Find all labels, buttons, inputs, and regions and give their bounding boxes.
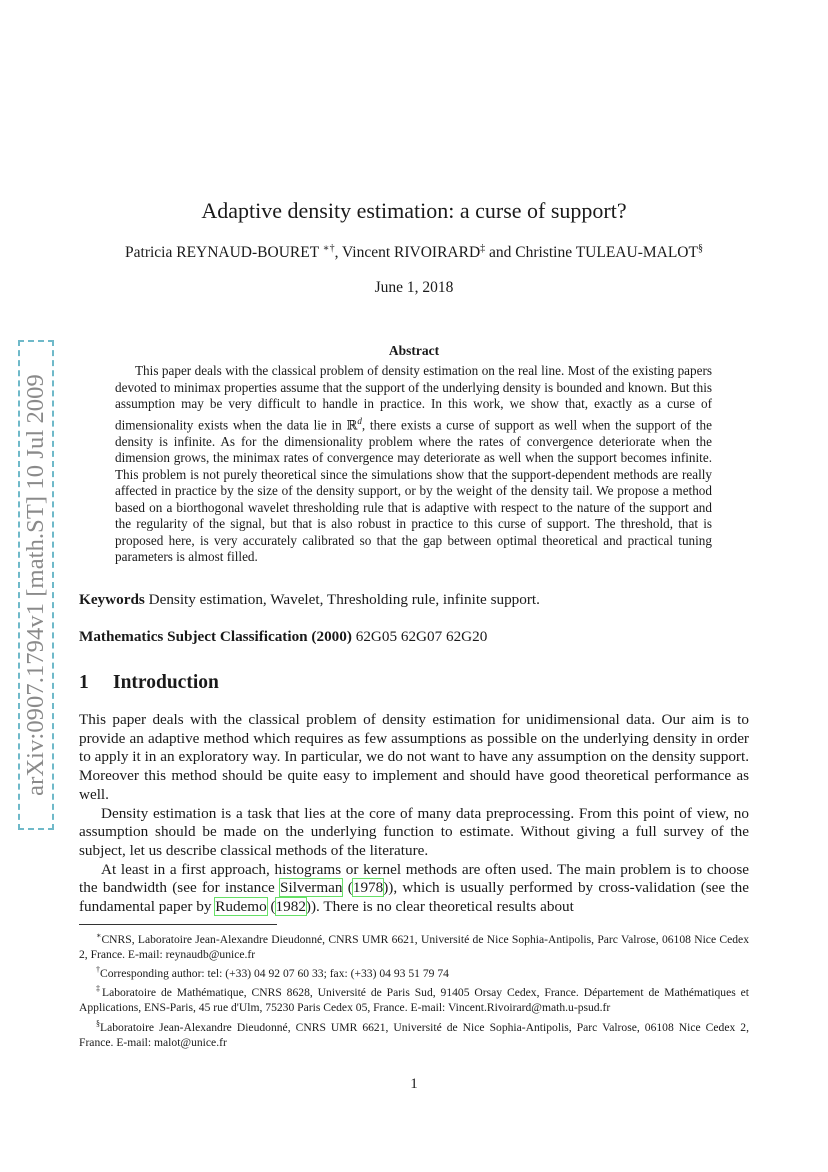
arxiv-identifier-text: arXiv:0907.1794v1 [math.ST] 10 Jul 2009: [22, 374, 49, 796]
footnote-text: CNRS, Laboratoire Jean-Alexandre Dieudonné, CNRS UMR 6621, Université de Nice Sophia-Antipolis, Parc Valrose, 06108 Nice Cedex 2, France. E-mail: reynaudb@unice.fr: [79, 932, 749, 962]
intro-text: At least in a first approach, histograms or kernel methods are often used. The main problem is to choose the bandwidth (see for instance: [79, 860, 749, 897]
keywords-label: Keywords: [79, 591, 145, 608]
intro-paragraph-2: Density estimation is a task that lies at the core of many data preprocessing. From this point of view, no assumption should be made on the underlying function to estimate. Without giving a full survey of the subject, let us describe classical methods of the literature.: [79, 804, 749, 859]
footnote-text: Laboratoire Jean-Alexandre Dieudonné, CNRS UMR 6621, Université de Nice Sophia-Antipolis, Parc Valrose, 06108 Nice Cedex 2, France. E-mail: malot@unice.fr: [79, 1020, 749, 1049]
footnote-1: [79, 928, 749, 962]
author-2: , Vincent RIVOIRARD: [334, 244, 481, 262]
intro-text: (: [266, 898, 276, 916]
intro-paragraph-1: This paper deals with the classical problem of density estimation for unidimensional data. Our aim is to provide an adaptive method which requires as few assumptions as possible on the underlying density in order to apply it in an exploratory way. In particular, we do not want to have any assumption on the density support. Moreover this method should be quite easy to implement and should have good theoretical performance as well.: [79, 711, 749, 803]
abstract-heading: Abstract: [388, 343, 440, 358]
msc-codes: 62G05 62G07 62G20: [351, 628, 488, 645]
citation-link-rudemo-year[interactable]: 1982: [275, 898, 306, 916]
footnote-mark: ∗: [96, 931, 102, 940]
section-title: Introduction: [113, 672, 219, 693]
footnote-mark: †: [96, 965, 100, 975]
author-2-footnote-mark: ‡: [480, 243, 486, 254]
msc-label: Mathematics Subject Classification (2000): [79, 628, 352, 645]
abstract-text: [115, 363, 712, 566]
dimension-exponent: d: [357, 415, 362, 426]
introduction-body: [79, 711, 749, 917]
author-3-footnote-mark: §: [697, 243, 703, 254]
paper-title: Adaptive density estimation: a curse of support?: [201, 198, 627, 223]
abstract-part-2: , there exists a curse of support as well when the support of the density is infinite. As for the dimensionality problem where the rates of convergence deteriorate when the dimension grows, the minimax rates of convergence may deteriorate as well when the support becomes infinite. This problem is not purely theoretical since the simulations show that the support-dependent methods are really affected in practice by the size of the density support, or by the weight of the density tail. We propose a method based on a biorthogonal wavelet thresholding rule that is adaptive with respect to the nature of the support and the regularity of the signal, but that is also robust in practice to this curse of support. The threshold, that is proposed here, is very accurately calibrated so that the gap between optimal theoretical and practical tuning parameters is almost filled.: [115, 417, 712, 565]
msc-line: [79, 628, 749, 646]
author-list: [0, 243, 828, 262]
intro-text: (: [342, 879, 353, 897]
footnotes: [79, 928, 749, 1050]
author-1-footnote-marks: ∗†: [322, 243, 335, 254]
footnote-mark: ‡: [96, 984, 102, 994]
paper-date: June 1, 2018: [374, 279, 454, 296]
section-number: 1: [79, 672, 89, 693]
intro-paragraph-3: [79, 861, 749, 917]
citation-link-silverman[interactable]: Silverman: [280, 879, 343, 897]
intro-text: )), which is usually performed by cross-validation (see the fundamental paper by: [79, 879, 750, 916]
citation-link-silverman-year[interactable]: 1978: [352, 879, 384, 897]
footnote-2: [79, 962, 749, 981]
page-number: 1: [410, 1076, 418, 1092]
real-space-symbol: ℝ: [346, 417, 358, 433]
footnote-text: Laboratoire de Mathématique, CNRS 8628, Université de Paris Sud, 91405 Orsay Cedex, France. Département de Mathématiques et Applications, ENS-Paris, 45 rue d'Ulm, 75230 Paris Cedex 05, France. E-mail: Vincent.Rivoirard@math.u-psud.fr: [79, 986, 749, 1015]
author-3: and Christine TULEAU-MALOT: [485, 244, 698, 262]
abstract-part-1: This paper deals with the classical problem of density estimation on the real line. Most of the existing papers devoted to minimax properties assume that the support of the underlying density is bounded and known. But this assumption may be very difficult to handle in practice. In this work, we show that, exactly as a curse of dimensionality exists when the data lie in: [115, 363, 712, 433]
section-heading: [79, 672, 219, 694]
footnote-text: Corresponding author: tel: (+33) 04 92 07 60 33; fax: (+33) 04 93 51 79 74: [100, 967, 449, 981]
keywords-line: [79, 591, 749, 609]
footnote-4: [79, 1016, 749, 1050]
intro-text: )). There is no clear theoretical results about: [305, 898, 574, 916]
footnote-mark: §: [96, 1018, 100, 1028]
footnote-divider: [79, 924, 277, 925]
footnote-3: [79, 981, 749, 1015]
keywords-text: Density estimation, Wavelet, Thresholding rule, infinite support.: [144, 591, 540, 608]
citation-link-rudemo[interactable]: Rudemo: [215, 898, 267, 916]
arxiv-identifier-stamp: [18, 340, 54, 830]
author-1: Patricia REYNAUD-BOURET: [125, 244, 323, 262]
